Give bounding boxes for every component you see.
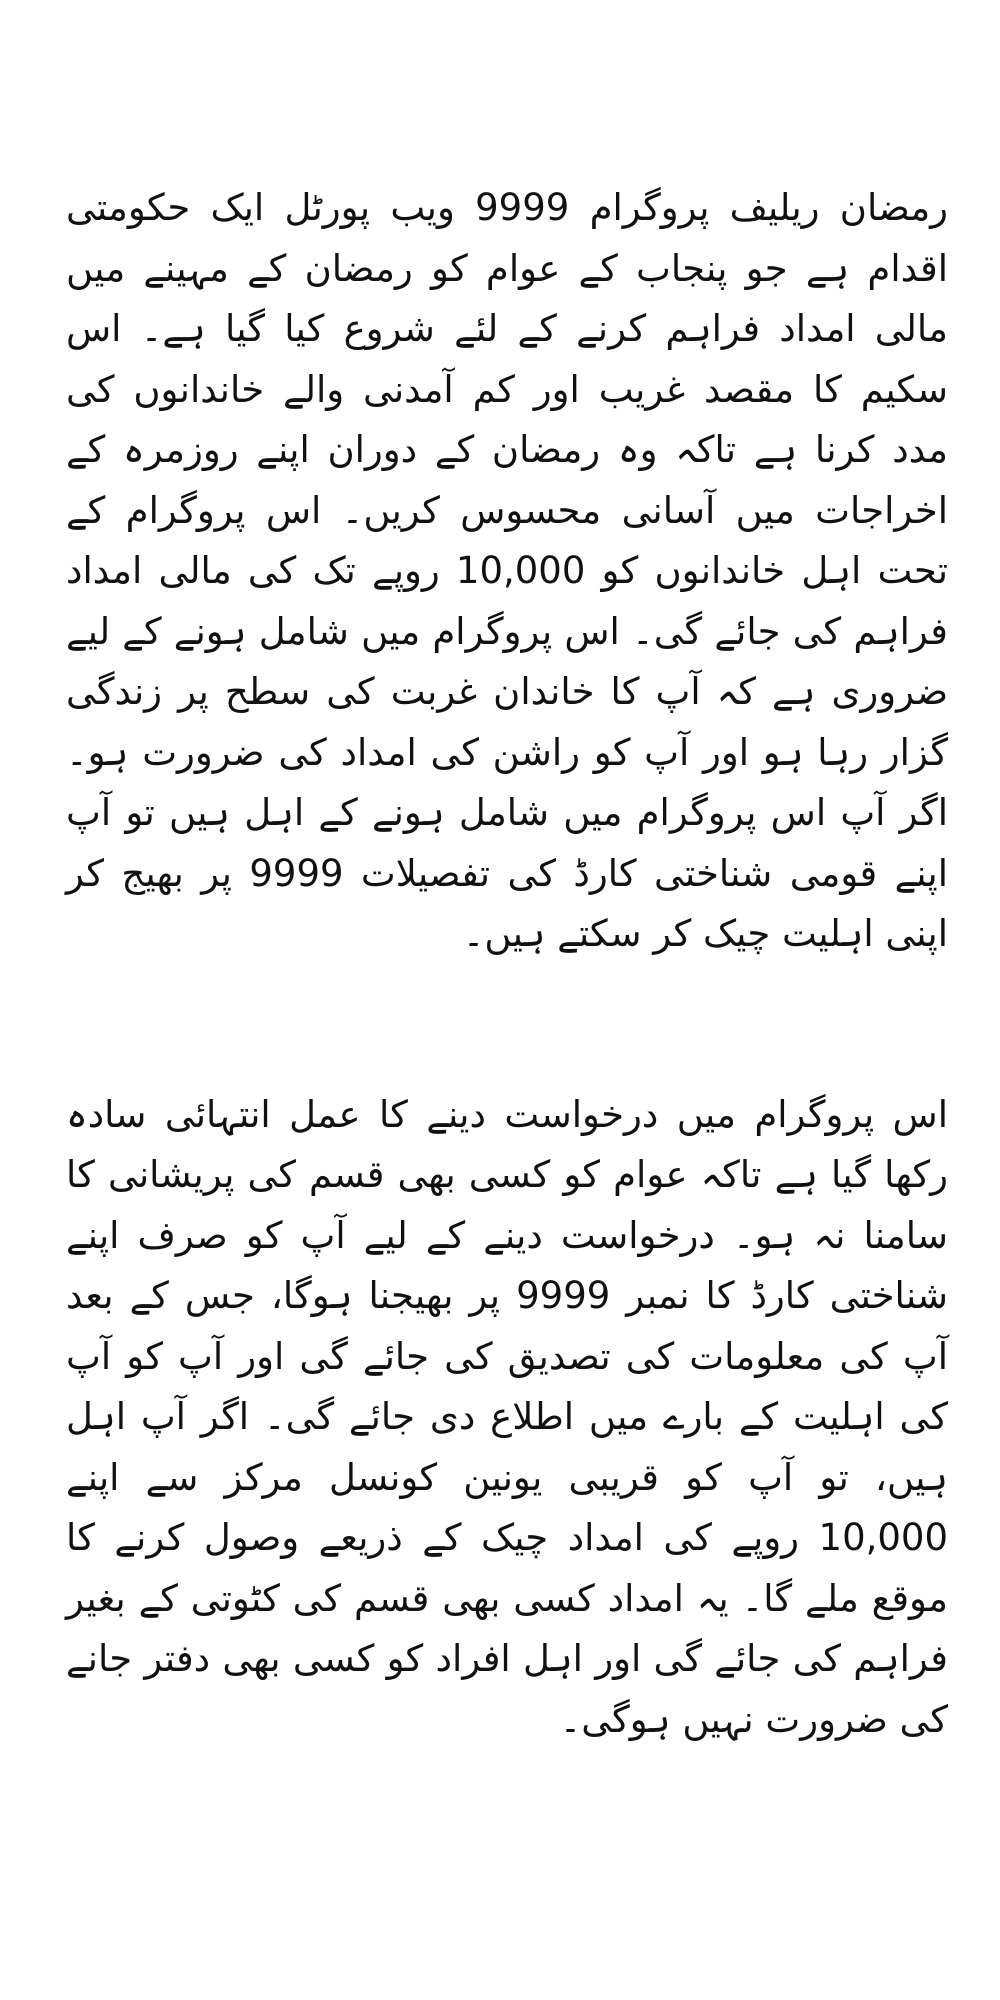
paragraph-program-overview: رمضان ریلیف پروگرام 9999 ویب پورٹل ایک حکومتی اقدام ہے جو پنجاب کے عوام کو رمضان کے مہینے میں مالی امداد فراہم کرنے کے لئے شروع کیا گیا ہے۔ اس سکیم کا مقصد غریب اور کم آمدنی والے خاندانوں کی مدد کرنا ہے تاکہ وہ رمضان کے دوران اپنے روزمرہ کے اخراجات میں آسانی محسوس کریں۔ اس پروگرام کے تحت اہل خاندانوں کو 10,000 روپے تک کی مالی امداد فراہم کی جائے گی۔ اس پروگرام میں شامل ہونے کے لیے ضروری ہے کہ آپ کا خاندان غربت کی سطح پر زندگی گزار رہا ہو اور آپ کو راشن کی امداد کی ضرورت ہو۔ اگر آپ اس پروگرام میں شامل ہونے کے اہل ہیں تو آپ اپنے قومی شناختی کارڈ کی تفصیلات 9999 پر بھیج کر اپنی اہلیت چیک کر سکتے ہیں۔	[66, 186, 949, 955]
paragraph-application-process: اس پروگرام میں درخواست دینے کا عمل انتہائی سادہ رکھا گیا ہے تاکہ عوام کو کسی بھی قسم کی پریشانی کا سامنا نہ ہو۔ درخواست دینے کے لیے آپ کو صرف اپنے شناختی کارڈ کا نمبر 9999 پر بھیجنا ہوگا، جس کے بعد آپ کی معلومات کی تصدیق کی جائے گی اور آپ کو آپ کی اہلیت کے بارے میں اطلاع دی جائے گی۔ اگر آپ اہل ہیں، تو آپ کو قریبی یونین کونسل مرکز سے اپنے 10,000 روپے کی امداد چیک کے ذریعے وصول کرنے کا موقع ملے گا۔ یہ امداد کسی بھی قسم کی کٹوتی کے بغیر فراہم کی جائے گی اور اہل افراد کو کسی بھی دفتر جانے کی ضرورت نہیں ہوگی۔	[66, 1092, 948, 1741]
article-body	[66, 178, 948, 1750]
